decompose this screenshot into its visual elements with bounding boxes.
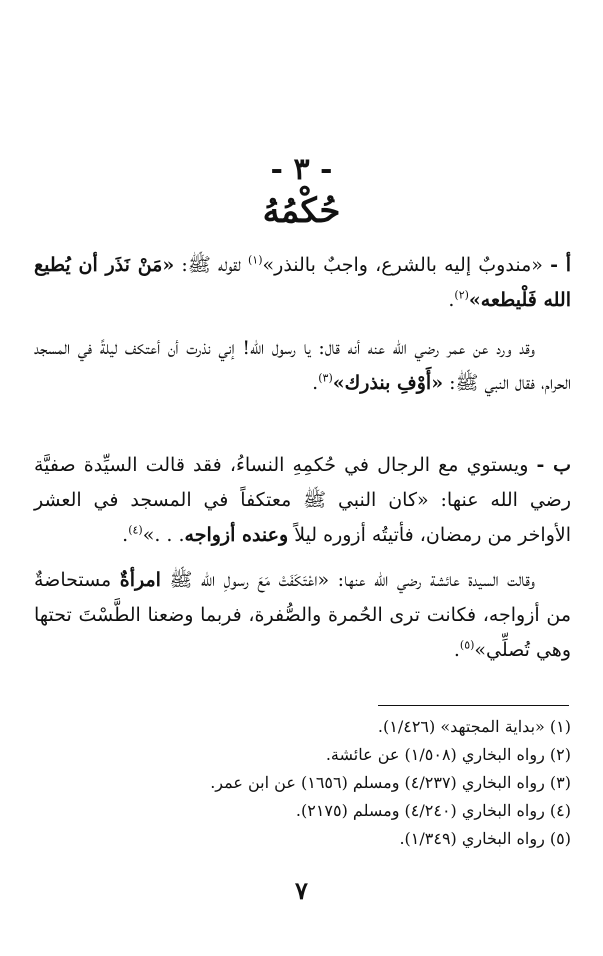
paragraph-b-bold: وعنده أزواجه [184,524,289,546]
paragraph-aisha-bold: امرأةٌ [119,569,161,591]
paragraph-b-end: . [122,524,129,546]
footnotes [34,713,571,853]
paragraph-a-text-2: لقوله ﷺ: [174,254,248,276]
hadith-quote-2: «أَوْفِ بنذرك» [332,372,444,394]
paragraph-umar-text: وقد ورد عن عمر رضي الله عنه أنه قال: يا رسول الله! إني نذرت أن أعتكف ليلةً في المسجد الحرام، فقال النبي ﷺ: [34,337,571,394]
footnote-3: (٣) رواه البخاري (٤/٢٣٧) ومسلم (١٦٥٦) عن ابن عمر. [210,773,571,792]
paragraph-a-text-1: «مندوبٌ إليه بالشرع، واجبٌ بالنذر» [262,254,543,276]
paragraph-aisha-text-2: مستحاضةٌ من أزواجه، فكانت ترى الحُمرة والصُّفرة، فربما وضعنا الطَّسْتَ تحتها وهي تُصلِّي» [34,569,571,661]
footnote-ref-1: (١) [248,253,263,267]
footnote-5: (٥) رواه البخاري (١/٣٤٩). [399,829,571,848]
footnote-ref-3: (٣) [318,371,333,385]
chapter-title: حُكْمُهُ [262,191,341,231]
footnote-1: (١) «بداية المجتهد» (١/٤٢٦). [377,717,571,736]
page-number: ٧ [295,876,308,905]
paragraph-marker-a: أ - [550,254,572,276]
hadith-quote-1: «مَنْ نَذَر أن يُطيع الله فَلْيطعه» [34,254,571,311]
paragraph-a-end: . [448,289,455,311]
paragraph-aisha-end: . [453,639,460,661]
footnote-divider [378,705,569,706]
paragraph-aisha-text-1: وقالت السيدة عائشة رضي الله عنها: «اعْتَكَفَتْ مَعَ رسولِ الله ﷺ [160,569,536,591]
paragraph-umar [34,331,571,401]
paragraph-umar-end: . [312,372,319,394]
paragraph-marker-b: ب - [536,454,572,476]
paragraph-b-text-1: ويستوي مع الرجال في حُكمِهِ النساءُ، فقد قالت السيِّدة صفيَّة رضي الله عنها: «كان النبي ﷺ معتكفاً في المسجد في العشر الأواخر من رمضان، فأتيتُه أزوره ليلاً [34,454,571,546]
footnote-4: (٤) رواه البخاري (٤/٢٤٠) ومسلم (٢١٧٥). [295,801,571,820]
footnote-ref-5: (٥) [459,638,475,652]
paragraph-a [34,248,571,318]
chapter-number: - ٣ - [270,152,333,187]
paragraph-aisha [34,563,571,668]
footnote-2: (٢) رواه البخاري (١/٥٠٨) عن عائشة. [325,745,571,764]
footnote-ref-4: (٤) [128,523,143,537]
paragraph-b [34,448,571,553]
footnote-ref-2: (٢) [454,288,469,302]
paragraph-b-text-2: . . .» [142,524,185,546]
